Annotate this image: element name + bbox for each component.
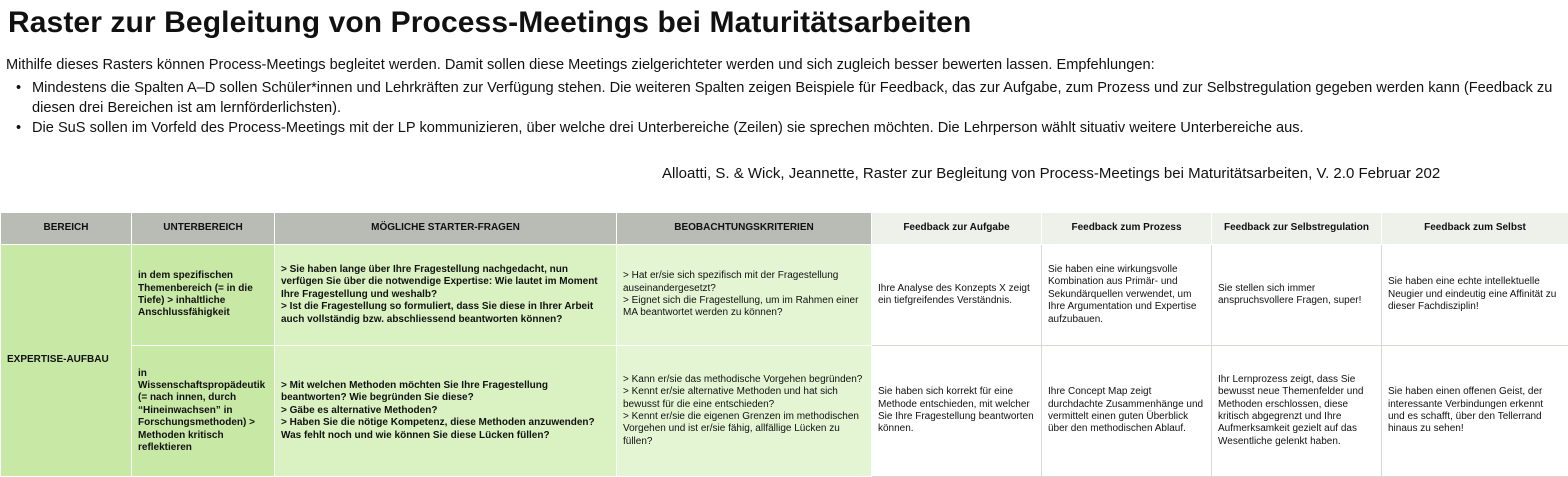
feedback-task-cell: Ihre Analyse des Konzepts X zeigt ein tiefgreifendes Verständnis.	[872, 245, 1042, 346]
column-header-feedback-prozess: Feedback zum Prozess	[1042, 213, 1212, 245]
list-item	[12, 118, 1568, 138]
recommendation-list	[12, 78, 1568, 138]
bullet-text: Mindestens die Spalten A–D sollen Schüler*innen und Lehrkräften zur Verfügung stehen. Die weiteren Spalten zeigen Beispiele für Feedback, das zur Aufgabe, zum Prozess und zur Selbstregulation gegeben werden kann (Feedback zu diesen drei Bereichen ist am lernförderlichsten).	[32, 80, 1552, 116]
column-header-bereich: BEREICH	[1, 213, 132, 245]
bullet-icon: •	[16, 118, 21, 138]
column-header-beobachtungskriterien: BEOBACHTUNGSKRITERIEN	[617, 213, 872, 245]
starter-questions-cell: > Mit welchen Methoden möchten Sie Ihre Fragestellung beantworten? Wie begründen Sie diese? > Gäbe es alternative Methoden? > Haben Sie die nötige Kompetenz, diese Methoden anzuwenden? Was fehlt noch und wie können Sie diese Lücken füllen?	[275, 346, 617, 477]
feedback-process-cell: Sie haben eine wirkungsvolle Kombination aus Primär- und Sekundärquellen verwendet, um Ihre Argumentation und Expertise aufzubauen.	[1042, 245, 1212, 346]
column-header-feedback-selbstregulation: Feedback zur Selbstregulation	[1212, 213, 1382, 245]
criteria-cell: > Hat er/sie sich spezifisch mit der Fragestellung auseinandergesetzt? > Eignet sich die Fragestellung, um im Rahmen einer MA beantwortet werden zu können?	[617, 245, 872, 346]
intro-text: Mithilfe dieses Rasters können Process-Meetings begleitet werden. Damit sollen diese Meetings zielgerichteter werden und sich zugleich besser bewerten lassen. Empfehlungen:	[6, 57, 1155, 73]
subarea-cell: in Wissenschaftspropädeutik (= nach innen, durch “Hineinwachsen” in Forschungsmethoden) > Methoden kritisch reflektieren	[132, 346, 275, 477]
column-header-feedback-aufgabe: Feedback zur Aufgabe	[872, 213, 1042, 245]
assessment-table	[0, 212, 1568, 477]
bullet-icon: •	[16, 78, 21, 98]
table-header-row	[1, 213, 1568, 245]
feedback-task-cell: Sie haben sich korrekt für eine Methode entschieden, mit welcher Sie Ihre Fragestellung beantworten können.	[872, 346, 1042, 477]
starter-questions-cell: > Sie haben lange über Ihre Fragestellung nachgedacht, nun verfügen Sie über die notwendige Expertise: Wie lautet im Moment Ihre Fragestellung und weshalb? > Ist die Fragestellung so formuliert, dass Sie diese in Ihrer Arbeit auch vollständig bzw. abschliessend beantworten können?	[275, 245, 617, 346]
feedback-selfregulation-cell: Ihr Lernprozess zeigt, dass Sie bewusst neue Themenfelder und Methoden erschlossen, diese kritisch abgegrenzt und Ihre Aufmerksamkeit gezielt auf das Wesentliche gelenkt haben.	[1212, 346, 1382, 477]
column-header-unterbereich: UNTERBEREICH	[132, 213, 275, 245]
feedback-selfregulation-cell: Sie stellen sich immer anspruchsvollere Fragen, super!	[1212, 245, 1382, 346]
feedback-self-cell: Sie haben einen offenen Geist, der interessante Verbindungen erkennt und es schafft, über den Tellerrand hinaus zu sehen!	[1382, 346, 1568, 477]
list-item	[12, 78, 1568, 118]
column-header-starter-fragen: MÖGLICHE STARTER-FRAGEN	[275, 213, 617, 245]
feedback-process-cell: Ihre Concept Map zeigt durchdachte Zusammenhänge und vermittelt einen guten Überblick über den methodischen Ablauf.	[1042, 346, 1212, 477]
page-title: Raster zur Begleitung von Process-Meetings bei Maturitätsarbeiten	[8, 6, 971, 40]
table-row	[1, 346, 1568, 477]
subarea-cell: in dem spezifischen Themenbereich (= in die Tiefe) > inhaltliche Anschlussfähigkeit	[132, 245, 275, 346]
bullet-text: Die SuS sollen im Vorfeld des Process-Meetings mit der LP kommunizieren, über welche drei Unterbereiche (Zeilen) sie sprechen möchten. Die Lehrperson wählt situativ weitere Unterbereiche aus.	[32, 120, 1304, 136]
area-cell: EXPERTISE-AUFBAU	[1, 245, 132, 477]
table-row	[1, 245, 1568, 346]
column-header-feedback-selbst: Feedback zum Selbst	[1382, 213, 1568, 245]
criteria-cell: > Kann er/sie das methodische Vorgehen begründen? > Kennt er/sie alternative Methoden und hat sich bewusst für die eine entschieden? > Kennt er/sie die eigenen Grenzen im methodischen Vorgehen und ist er/sie fähig, allfällige Lücken zu füllen?	[617, 346, 872, 477]
feedback-self-cell: Sie haben eine echte intellektuelle Neugier und eindeutig eine Affinität zu dieser Fachdisziplin!	[1382, 245, 1568, 346]
citation: Alloatti, S. & Wick, Jeannette, Raster zur Begleitung von Process-Meetings bei Maturitätsarbeiten, V. 2.0 Februar 202	[662, 165, 1440, 182]
